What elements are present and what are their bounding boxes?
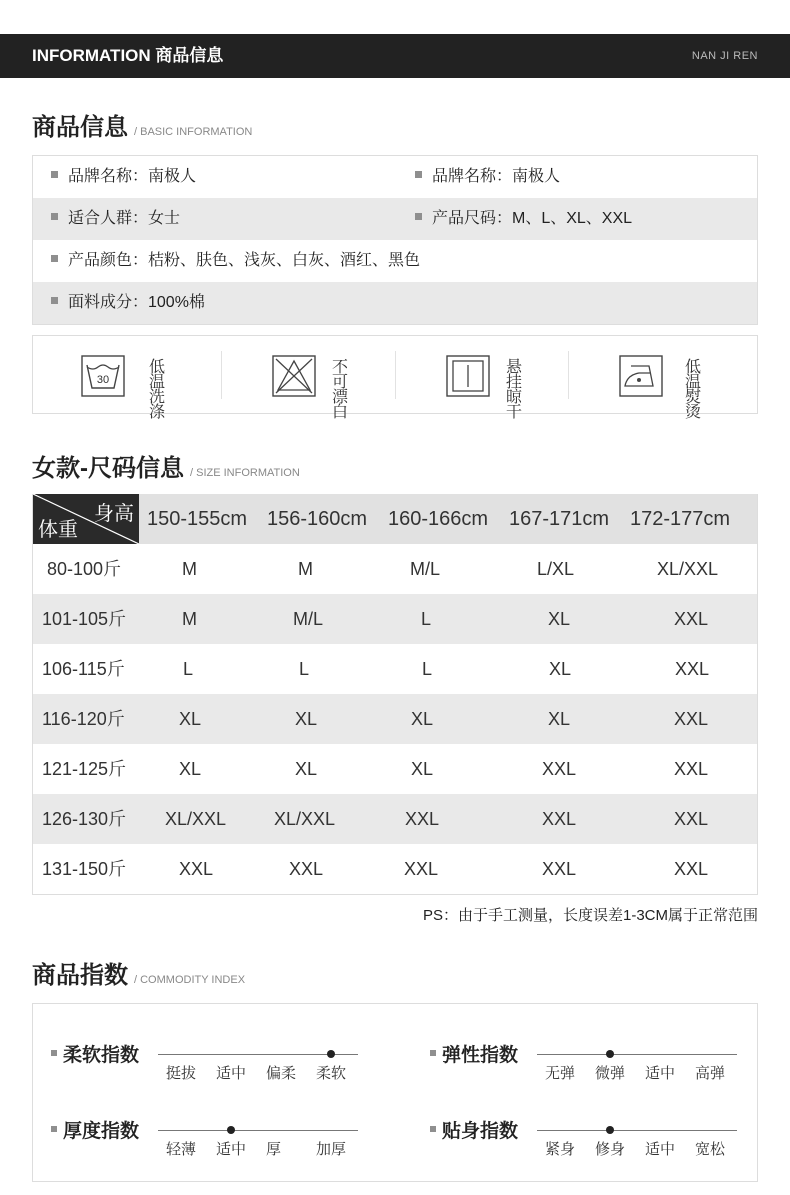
size-cell: XXL [404, 859, 439, 879]
size-cell: L [299, 659, 310, 679]
size-cell: XL [411, 759, 434, 779]
info-cell: 面料成分：100%棉 [51, 282, 205, 324]
bullet-square-icon [51, 1050, 57, 1056]
table-row [33, 744, 757, 794]
basic-title: 商品信息 [32, 114, 128, 141]
height-header: 156-160cm [267, 508, 368, 530]
basic-info-table [32, 155, 758, 325]
height-header: 172-177cm [630, 508, 731, 530]
hang-dry-icon [446, 355, 490, 397]
height-header: 160-166cm [388, 508, 489, 530]
info-cell: 适合人群：女士 [51, 198, 180, 240]
wash-30-icon [81, 355, 125, 397]
divider [568, 351, 569, 399]
info-row [33, 282, 757, 324]
corner-weight-label: 体重 [38, 519, 78, 541]
size-cell: XL/XXL [657, 559, 719, 579]
banner-title: INFORMATION 商品信息 [32, 46, 224, 65]
banner-brand: NAN JI REN [691, 50, 758, 62]
care-instructions [32, 335, 758, 421]
commodity-index-panel [32, 1003, 758, 1182]
index-title: 商品指数 [32, 962, 128, 989]
index-option: 适中 [645, 1141, 676, 1158]
size-cell: XL [295, 709, 318, 729]
size-cell: XXL [542, 859, 577, 879]
index-marker-dot [327, 1050, 335, 1058]
bullet-square-icon [51, 171, 58, 178]
info-cell: 产品颜色：桔粉、肤色、浅灰、白灰、酒红、黑色 [51, 240, 420, 282]
size-cell: XL [548, 609, 571, 629]
care-label: 悬挂 晾干 [506, 359, 523, 421]
size-cell: XL/XXL [274, 809, 336, 829]
bullet-square-icon [415, 171, 422, 178]
weight-cell: 101-105斤 [42, 609, 127, 629]
size-cell: XL [179, 759, 202, 779]
size-cell: M [298, 559, 313, 579]
index-option: 紧身 [545, 1141, 576, 1158]
index-option: 柔软 [316, 1065, 347, 1082]
index-scale-line [158, 1130, 358, 1131]
index-name: 柔软指数 [51, 1040, 139, 1067]
index-option: 厚 [266, 1141, 282, 1158]
index-option: 适中 [216, 1141, 247, 1158]
weight-cell: 131-150斤 [42, 859, 127, 879]
height-header: 167-171cm [509, 508, 610, 530]
table-row [33, 644, 757, 694]
basic-section-title [32, 107, 252, 142]
index-option: 高弹 [695, 1065, 726, 1082]
info-cell: 品牌名称：南极人 [51, 156, 196, 198]
measurement-note: PS：由于手工测量，长度误差1-3CM属于正常范围 [422, 907, 758, 924]
divider [221, 351, 222, 399]
size-cell: XL [411, 709, 434, 729]
table-row [33, 844, 757, 894]
index-marker-dot [227, 1126, 235, 1134]
care-label: 低温 熨烫 [685, 359, 702, 421]
bullet-square-icon [430, 1050, 436, 1056]
index-option: 适中 [645, 1065, 676, 1082]
index-name: 弹性指数 [430, 1040, 518, 1067]
size-section-title [32, 448, 300, 483]
index-option: 加厚 [316, 1141, 347, 1158]
weight-cell: 116-120斤 [42, 709, 125, 729]
table-row [33, 694, 757, 744]
size-cell: L [183, 659, 194, 679]
table-row [33, 594, 757, 644]
corner-height-label: 身高 [94, 503, 134, 525]
no-bleach-icon [272, 355, 316, 397]
index-option: 适中 [216, 1065, 247, 1082]
size-cell: XXL [674, 759, 709, 779]
index-option: 宽松 [695, 1141, 726, 1158]
bullet-square-icon [51, 213, 58, 220]
height-header: 150-155cm [147, 508, 248, 530]
size-cell: XXL [542, 759, 577, 779]
care-label: 不可 漂白 [332, 359, 349, 421]
size-cell: L [421, 609, 432, 629]
bullet-square-icon [51, 1126, 57, 1132]
size-table-corner [33, 494, 139, 544]
size-cell: M [182, 609, 197, 629]
index-section-title [32, 955, 245, 990]
info-row [33, 156, 757, 198]
weight-cell: 106-115斤 [42, 659, 125, 679]
index-option: 微弹 [595, 1065, 626, 1082]
size-cell: M/L [293, 609, 324, 629]
index-option: 偏柔 [266, 1065, 297, 1082]
index-name: 贴身指数 [430, 1116, 518, 1143]
size-cell: XXL [405, 809, 440, 829]
info-row [33, 198, 757, 240]
info-row [33, 240, 757, 282]
table-row [33, 794, 757, 844]
weight-cell: 126-130斤 [42, 809, 127, 829]
size-cell: XL [295, 759, 318, 779]
index-name: 厚度指数 [51, 1116, 139, 1143]
info-cell: 产品尺码：M、L、XL、XXL [415, 198, 632, 240]
care-label: 低温 洗涤 [149, 359, 166, 421]
size-cell: XXL [675, 659, 710, 679]
size-cell: XXL [289, 859, 324, 879]
bullet-square-icon [430, 1126, 436, 1132]
info-cell: 品牌名称：南极人 [415, 156, 560, 198]
iron-low-icon [619, 355, 663, 397]
index-scale-line [537, 1130, 737, 1131]
size-cell: XXL [674, 609, 709, 629]
index-option: 挺拔 [166, 1065, 197, 1082]
size-table [32, 494, 758, 895]
size-cell: XL [549, 659, 572, 679]
size-subtitle: / SIZE INFORMATION [190, 467, 300, 479]
bullet-square-icon [51, 255, 58, 262]
bullet-square-icon [51, 297, 58, 304]
weight-cell: 80-100斤 [47, 559, 122, 579]
size-title: 女款-尺码信息 [32, 455, 184, 482]
size-cell: M [182, 559, 197, 579]
index-option: 修身 [595, 1141, 626, 1158]
divider [395, 351, 396, 399]
index-marker-dot [606, 1126, 614, 1134]
index-subtitle: / COMMODITY INDEX [134, 974, 246, 986]
size-cell: M/L [410, 559, 441, 579]
index-marker-dot [606, 1050, 614, 1058]
size-cell: XXL [674, 859, 709, 879]
basic-subtitle: / BASIC INFORMATION [134, 126, 253, 138]
header-banner [0, 34, 790, 78]
index-option: 无弹 [545, 1065, 576, 1082]
size-cell: L [422, 659, 433, 679]
size-cell: XL/XXL [165, 809, 227, 829]
bullet-square-icon [415, 213, 422, 220]
index-scale-line [537, 1054, 737, 1055]
size-cell: XXL [674, 809, 709, 829]
size-cell: XL [179, 709, 202, 729]
table-row [33, 544, 757, 594]
size-table-header [33, 494, 757, 544]
size-cell: XXL [674, 709, 709, 729]
size-cell: XL [548, 709, 571, 729]
weight-cell: 121-125斤 [42, 759, 127, 779]
index-option: 轻薄 [166, 1141, 197, 1158]
size-cell: L/XL [537, 559, 575, 579]
size-cell: XXL [179, 859, 214, 879]
svg-text:30: 30 [96, 374, 110, 386]
size-cell: XXL [542, 809, 577, 829]
